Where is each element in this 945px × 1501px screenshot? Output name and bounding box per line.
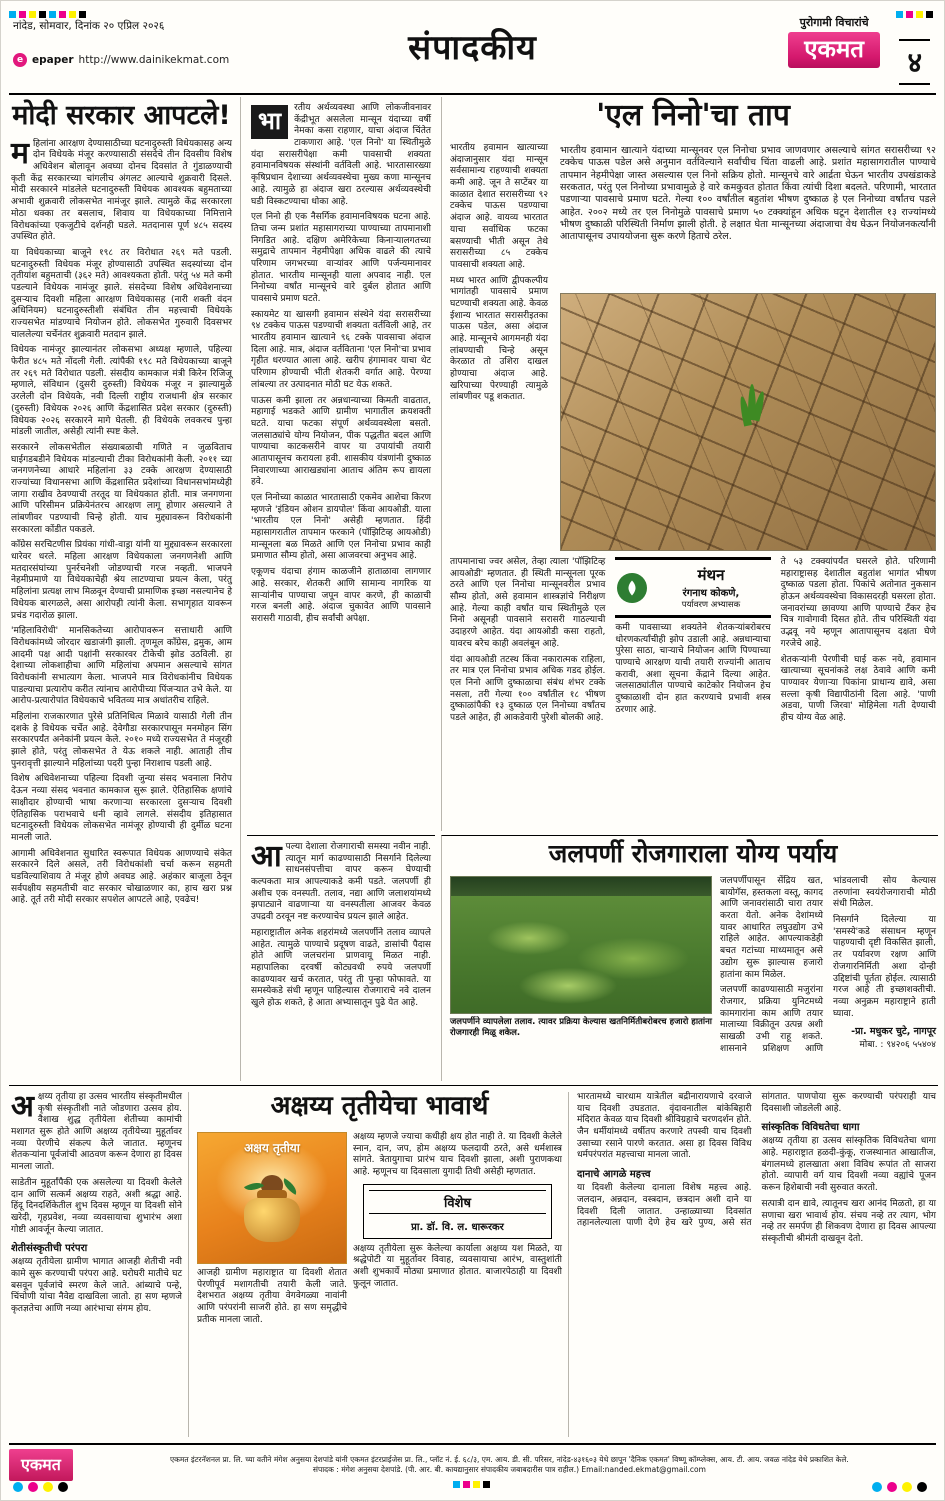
body-text: भारतामध्ये चारधाम यात्रेतील बद्रीनारायणाचे दरवाजे याच दिवशी उघडतात. वृंदावनातील बांकेबिहारी मंदिरात केवळ याच दिवशी श्रीविग्रहाचे चरणदर्शन होते. जैन धर्मीयांमध्ये वर्षीतप करणारे तपस्वी याच दिवशी उसाच्या रसाने पारणे करतात. असा हा दिवस विविध धर्मपरंपरांत महत्त्वाचा मानला जातो. [577,1092,752,1161]
epaper-logo-icon: e [13,53,27,67]
body-text: एल निनो ही एक नैसर्गिक हवामानविषयक घटना आहे. तिचा जन्म प्रशांत महासागराच्या पाण्याच्या तापमानाशी निगडित आहे. दक्षिण अमेरिकेच्या किनाऱ्यालगतच्या समुद्राचे तापमान नेहमीपेक्षा अधिक वाढले की त्याचे परिणाम जगभरच्या वाऱ्यांवर आणि पर्जन्यमानावर होतात. भारतीय मान्सूनही याला अपवाद नाही. एल निनोच्या वर्षांत मान्सूनचे वारे दुर्बल होतात आणि पावसाचे प्रमाण घटते. [251,212,431,304]
registration-marks-bottom-left [13,1476,73,1495]
leaf-icon [617,573,647,603]
body-text: विशेष अधिवेशनाच्या पहिल्या दिवशी जुन्या संसद भवनाला निरोप देऊन नव्या संसद भवनात कामकाज सुरू झाले. ऐतिहासिक क्षणांचे साक्षीदार होण्याची भाषा करणाऱ्या सरकारला दुसऱ्याच दिवशी ऐतिहासिक पराभवाचे धनी व्हावे लागले. संसदीय इतिहासात घटनादुरुस्ती विधेयक लोकसभेत नामंजूर होण्याची ही दुर्मीळ घटना मानली जाते. [11,774,232,843]
vishesh-box [363,1184,552,1239]
body-text: आजही ग्रामीण महाराष्ट्रात या दिवशी शेतात पेरणीपूर्व मशागतीची तयारी केली जाते. देशभरात अक्षय्य तृतीया वेगवेगळ्या नावांनी आणि परंपरांनी साजरी होते. हा सण समृद्धीचे प्रतीक मानला जातो. [197,1268,347,1325]
body-text: अक्षय्य तृतीया हा उत्सव सांस्कृतिक विविधतेचा धागा आहे. महाराष्ट्रात हळदी-कुंकू, राजस्थानात आखातीज, बंगालमध्ये हालखाता अशा विविध रूपांत तो साजरा होतो. व्यापारी वर्ग याच दिवशी नव्या वह्यांचे पूजन करून हिशेबाची नवी सुरुवात करतो. [761,1136,936,1194]
website-link[interactable]: http://www.dainikekmat.com [78,54,230,66]
dateline: नांदेड, सोमवार, दिनांक २० एप्रिल २०२६ [13,20,165,32]
cyan-mark-icon [453,1481,460,1488]
drought-cracked-earth-image [560,293,936,551]
body-text: पाऊस कमी झाला तर अन्नधान्याच्या किमती वाढतात, महागाई भडकते आणि ग्रामीण भागातील क्रयशक्ती घटते. याचा फटका संपूर्ण अर्थव्यवस्थेला बसतो. जलसाठ्यांचे योग्य नियोजन, पीक पद्धतीत बदल आणि पाण्याचा काटकसरीने वापर या उपायांची तयारी आतापासूनच करायला हवी. शासकीय यंत्रणांनी दुष्काळ निवारणाच्या आराखड्यांना आताच अंतिम रूप द्यायला हवे. [251,395,431,488]
dropcap: म [11,135,29,171]
el-nino-col-1 [450,557,605,827]
body-text: अक्षय्य तृतीयेला सुरू केलेल्या कार्याला अक्षय्य यश मिळते, या श्रद्धेपोटी या मुहूर्तावर विवाह, व्यवसायाचा आरंभ, वास्तुशांती अशी शुभकार्ये मोठ्या प्रमाणात होतात. बाजारपेठाही या दिवशी फुलून जातात. [353,1243,562,1289]
body-text: पल्या देशाला रोजगाराची समस्या नवीन नाही. त्यातून मार्ग काढण्यासाठी निसर्गाने दिलेल्या साधनसंपत्तीचा वापर करून घेण्याची कल्पकता मात्र आपल्याकडे कमी पडते. जलपर्णी ही अशीच एक वनस्पती. तलाव, नद्या आणि जलाशयांमध्ये झपाट्याने वाढणाऱ्या या वनस्पतीला आजवर केवळ उपद्रवी ठरवून नष्ट करण्याचेच प्रयत्न झाले आहेत. [251,842,431,923]
intro-text: भारतीय हवामान खात्याने यंदाच्या मान्सूनवर एल निनोचा प्रभाव जाणवणार असल्याचे सांगत सरासरीच्या ९२ टक्केच पाऊस पडेल असे अनुमान वर्तविल्याने सर्वांचीच चिंता वाढली आहे. प्रशांत महासागरातील पाण्याचे तापमान नेहमीपेक्षा जास्त असल्यास एल निनो सक्रिय होतो. मान्सूनचे वारे आर्द्रता घेऊन भारतीय उपखंडाकडे सरकतात, परंतु एल निनोच्या प्रभावामुळे हे वारे कमकुवत होतात किंवा त्यांची दिशा बदलते. परिणामी, भारतात पडणाऱ्या पावसाचे प्रमाण घटते. गेल्या १०० वर्षांतील बहुतांश भीषण दुष्काळ हे एल निनोच्या वर्षांतच पडले आहेत. २००२ मध्ये तर एल निनोमुळे पावसाचे प्रमाण ५० टक्क्यांहून अधिक घटून देशातील १३ राज्यांमध्ये भीषण दुष्काळी परिस्थिती निर्माण झाली होती. हे लक्षात घेता मान्सूनच्या अंदाजाचा वेध घेऊन नियोजनकर्त्यांनी आतापासूनच उपाययोजना सुरू करणे हिताचे ठरेल. [560,145,936,243]
el-nino-right-stack [554,143,936,551]
byline-phone: मोबा. : ९४२०६ ५५४०४ [859,1040,936,1051]
vishesh-author: प्रा. डॉ. वि. ल. धारूरकर [411,1221,504,1233]
el-nino-intro [554,143,936,293]
body-text: विधेयक नामंजूर झाल्यानंतर लोकसभा अध्यक्ष म्हणाले, पहिल्या फेरीत ४८५ मते नोंदली गेली. त्यांपैकी १९८ मते विधेयकाच्या बाजूने तर २६९ मते विरोधात पडली. संसदीय कामकाज मंत्री किरेन रिजिजू म्हणाले, संविधान (दुसरी दुरुस्ती) विधेयक मंजूर न झाल्यामुळे उरलेली दोन विधेयके, नवी दिल्ली राष्ट्रीय राजधानी क्षेत्र सरकार (दुरुस्ती) विधेयक २०२६ आणि केंद्रशासित प्रदेश सरकार (दुरुस्ती) विधेयक २०२६ सरकारने मागे घेतली. ही विधेयके लवकरच पुन्हा मांडली जातील, असेही त्यांनी स्पष्ट केले. [11,345,232,438]
article-headline: अक्षय्य तृतीयेचा भावार्थ [270,1091,489,1121]
dropcap: भा [251,105,288,139]
black-mark-icon [917,1482,927,1492]
body-text: भारतीय हवामान खात्याच्या अंदाजानुसार यंदा मान्सून सर्वसामान्य राहण्याची शक्यता कमी आहे. जून ते सप्टेंबर या काळात देशात सरासरीच्या ९२ टक्केच पाऊस पडण्याचा अंदाज आहे. वायव्य भारतात याचा सर्वाधिक फटका बसण्याची भीती असून तेथे सरासरीच्या ८५ टक्केच पावसाची शक्यता आहे. [450,143,548,270]
body-text: कमी पावसाच्या शक्यतेने शेतकऱ्यांबरोबरच धोरणकर्त्यांचीही झोप उडाली आहे. अन्नधान्याचा पुरेसा साठा, चाऱ्याचे नियोजन आणि पिण्याच्या पाण्याचे आरक्षण याची तयारी राज्यांनी आताच करावी, अशा सूचना केंद्राने दिल्या आहेत. जलसाठ्यांतील पाण्याचे काटेकोर नियोजन हेच दुष्काळाशी दोन हात करण्याचे प्रभावी शस्त्र ठरणार आहे. [615,623,771,715]
manthan-author: रंगनाथ कोकणे, [682,588,740,599]
body-text: एकूणच यंदाचा हंगाम काळजीने हाताळावा लागणार आहे. सरकार, शेतकरी आणि सामान्य नागरिक या साऱ्यांनीच पाण्याचा जपून वापर करणे, ही काळाची गरज बनली आहे. अंदाज चुकावेत आणि पावसाने सरासरी गाठावी, हीच सर्वांची अपेक्षा. [251,567,431,624]
article-headline: जलपर्णी रोजगाराला योग्य पर्याय [548,839,838,868]
imprint-lines [83,1455,936,1476]
cyan-mark-icon [872,1482,882,1492]
akshay-tritiya-festive-image [197,1132,347,1264]
dropcap: आ [251,839,282,874]
subheading: सांस्कृतिक विविधतेचा धागा [761,1122,860,1134]
body-text: अक्षय्य तृतीयेला ग्रामीण भागात आजही शेतीची नवी कामे सुरू करण्याची परंपरा आहे. घरोघरी मातीचे घट बसवून पूर्वजांचे स्मरण केले जाते. आंब्याचे पन्हे, चिंचोणी यांचा नैवेद्य दाखविला जातो. हा सण म्हणजे कृतज्ञतेचा आणि नव्या आरंभाचा संगम होय. [11,1257,182,1314]
body-text: ते ५३ टक्क्यांपर्यंत घसरले होते. परिणामी महाराष्ट्रासह देशातील बहुतांश भागांत भीषण दुष्काळ पडला होता. पिकांचे अतोनात नुकसान होऊन अर्थव्यवस्थेचा विकासदरही घसरला होता. जनावरांच्या छावण्या आणि पाण्याचे टँकर हेच चित्र गावोगावी दिसत होते. तीच परिस्थिती यंदा उद्भवू नये म्हणून आतापासूनच दक्षता घेणे गरजेचे आहे. [780,557,936,649]
body-text: स्कायमेट या खासगी हवामान संस्थेने यंदा सरासरीच्या ९४ टक्केच पाऊस पडण्याची शक्यता वर्तविली आहे, तर भारतीय हवामान खात्याने ९६ टक्के पावसाचा अंदाज दिला आहे. मात्र, अंदाज वर्तविताना 'एल निनो'चा प्रभाव गृहीत धरण्यात आला आहे. खरीप हंगामावर याचा थेट परिणाम होण्याची भीती शेतकरी वर्गात आहे. पेरण्या लांबल्या तर उत्पादनात मोठी घट येऊ शकते. [251,309,431,390]
manthan-title: मंथन [697,566,725,584]
manthan-text [653,565,768,610]
yellow-mark-icon [43,1482,53,1492]
body-text: शेतकऱ्यांनी पेरणीची घाई करू नये, हवामान खात्याच्या सूचनांकडे लक्ष ठेवावे आणि कमी पाण्यावर येणाऱ्या पिकांना प्राधान्य द्यावे, असा सल्ला कृषी विद्यापीठांनी दिला आहे. 'पाणी अडवा, पाणी जिरवा' मोहिमेला गती देण्याची हीच योग्य वेळ आहे. [780,654,936,723]
manthan-box [615,557,770,618]
image-caption: जलपर्णीने व्यापलेला तलाव. त्यावर प्रक्रिया केल्यास खतनिर्मितीबरोबरच हजारो हातांना रोजगारही मिळू शकेल. [450,1017,712,1038]
page-header [9,13,936,91]
registration-marks-bottom-right [872,1476,932,1495]
article-modi-sarkar [9,97,241,1081]
subheading: दानाचे आगळे महत्त्व [577,1169,651,1181]
body-text: काँग्रेस सरचिटणीस प्रियंका गांधी-वाड्रा यांनी या मुद्द्यावरून सरकारला धारेवर धरले. महिला आरक्षण विधेयकाला जनगणनेशी आणि मतदारसंघांच्या पुनर्रचनेशी जोडण्याची गरज नव्हती. भाजपने नेहमीप्रमाणे या विधेयकाचेही श्रेय लाटण्याचा प्रयत्न केला, परंतु महिलांना प्रत्यक्ष लाभ मिळवून देण्याची प्रामाणिक इच्छा नसल्यानेच हे विधेयक बारगळले, असा आरोपही त्यांनी केला. सभागृहात यावरून प्रचंड गदारोळ झाला. [11,540,232,621]
body-text: तापमानाचा ज्वर असेल, तेव्हा त्याला 'पॉझिटिव्ह आयओडी' म्हणतात. ही स्थिती मान्सूनला पूरक ठरते आणि एल निनोचा मान्सूनवरील प्रभाव सौम्य होतो, असे हवामान शास्त्रज्ञांचे निरीक्षण आहे. गेल्या काही वर्षांत याच स्थितीमुळे एल निनो असूनही पावसाने सरासरी गाठल्याची उदाहरणे आहेत. यंदा आयओडी कसा राहतो, यावरच बरेच काही अवलंबून आहे. [450,557,606,649]
body-text: रतीय अर्थव्यवस्था आणि लोकजीवनावर केंद्रीभूत असलेला मान्सून यंदाच्या वर्षी नेमका कसा राहणार, याचा अंदाज चिंतेत टाकणारा आहे. 'एल निनो' या स्थितीमुळे यंदा सरासरीपेक्षा कमी पावसाची शक्यता हवामानविषयक संस्थांनी वर्तविली आहे. भारतासारख्या कृषिप्रधान देशाच्या अर्थव्यवस्थेचा मुख्य कणा मान्सूनच आहे. त्यामुळे हा अंदाज खरा ठरल्यास अर्थव्यवस्थेची घडी विस्कटण्याचा धोका आहे. [251,103,431,207]
magenta-mark-icon [28,1482,38,1492]
body-text: हिलांना आरक्षण देण्यासाठीच्या घटनादुरुस्ती विधेयकासह अन्य दोन विधेयके मंजूर करण्यासाठी संसदेचे तीन दिवसीय विशेष अधिवेशन बोलावून अवघ्या दोनच दिवसांत ते गुंडाळण्याची कृती केंद्र सरकारच्या चांगलीच अंगलट आल्याचे शुक्रवारी दिसले. मोदी सरकारने मांडलेले घटनादुरुस्ती विधेयक आवश्यक बहुमताच्या अभावी शुक्रवारी लोकसभेत नामंजूर झाले. त्यामुळे केंद्र सरकारला मोठा धक्का तर बसलाच, शिवाय या विधेयकाच्या निमित्ताने विरोधकांच्या एकजुटीचे दर्शनही घडले. मतदानास पूर्ण ४८५ सदस्य उपस्थित होते. [11,138,232,243]
body-text: 'महिलाविरोधी' मानसिकतेच्या आरोपावरून सत्ताधारी आणि विरोधकांमध्ये जोरदार खडाजंगी झाली. तृणमूल काँग्रेस, द्रमुक, आम आदमी पक्ष आदी पक्षांनी सरकारवर टीकेची झोड उठविली. हा देशाच्या लोकशाहीचा आणि महिलांचा अपमान असल्याचे सांगत विरोधकांनी सभात्याग केला. भाजपने मात्र विरोधकांनीच विधेयक पाडल्याचा प्रत्यारोप करीत त्यांनाच आरोपीच्या पिंजऱ्यात उभे केले. या आरोप-प्रत्यारोपांत विधेयकाचे भवितव्य मात्र अधांतरीच राहिले. [11,626,232,707]
body-text: महिलांना राजकारणात पुरेसे प्रतिनिधित्व मिळावे यासाठी गेली तीन दशके हे विधेयक चर्चेत आहे. देवेगौडा सरकारपासून मनमोहन सिंग सरकारपर्यंत अनेकांनी प्रयत्न केले. २०१० मध्ये राज्यसभेत ते मंजूरही झाले होते, परंतु लोकसभेत ते येऊ शकले नाही. आताही तीच पुनरावृत्ती झाल्याने महिलांच्या पदरी पुन्हा निराशाच पडली आहे. [11,712,232,769]
article-akshay-tritiya [9,1085,938,1437]
footer-masthead-logo: एकमत [9,1449,73,1481]
akshay-image-column [197,1132,347,1330]
yellow-mark-icon [902,1482,912,1492]
body-text: मध्य भारत आणि द्वीपकल्पीय भागांतही पावसाचे प्रमाण घटण्याची शक्यता आहे. केवळ ईशान्य भारतात सरासरीइतका पाऊस पडेल, असा अंदाज आहे. मान्सूनचे आगमनही यंदा लांबण्याची चिन्हे असून केरळात तो उशिरा दाखल होण्याचा अंदाज आहे. खरिपाच्या पेरण्याही त्यामुळे लांबणीवर पडू शकतात. [450,275,548,403]
body-text: सत्पात्री दान द्यावे, त्यातूनच खरा आनंद मिळतो, हा या सणाचा खरा भावार्थ होय. संचय नव्हे तर त्याग, भोग नव्हे तर समर्पण ही शिकवण देणारा हा दिवस आपल्या संस्कृतीची श्रीमंती दाखवून देतो. [761,1198,936,1244]
header-divider [9,93,936,95]
body-text: जलपर्णीपासून सेंद्रिय खत, बायोगॅस, हस्तकला वस्तू, कागद आणि जनावरांसाठी चारा तयार करता येतो. अनेक देशांमध्ये यावर आधारित लघुउद्योग उभे राहिले आहेत. आपल्याकडेही बचत गटांच्या माध्यमातून असे उद्योग सुरू झाल्यास हजारो हातांना काम मिळेल. [720,876,823,980]
imprint-line[interactable]: संपादक : मंगेश अनुसया देशपांडे. (पी. आर. बी. कायद्यानुसार संपादकीय जबाबदारीस पात्र राहील.) Email:nanded.ekmat@gmail.com [312,1465,706,1474]
akshay-middle-column [197,1092,569,1437]
cyan-mark-icon [13,1482,23,1492]
masthead-logo: एकमत [788,32,880,68]
yellow-mark-icon [473,1481,480,1488]
jalparni-text-columns [720,876,936,1074]
akshay-middle-text [353,1132,562,1330]
body-text: आगामी अधिवेशनात सुधारित स्वरूपात विधेयक आणण्याचे संकेत सरकारने दिले असले, तरी विरोधकांशी चर्चा करून सहमती घडविल्याशिवाय ते मंजूर होणे अवघड आहे. अहंकार बाजूला ठेवून सर्वपक्षीय सहमतीची वाट सरकार चोखाळणार का, हाच खरा प्रश्न आहे. तूर्त तरी मोदी सरकार सपशेल आपटले आहे, एवढेच! [11,848,232,906]
akshay-middle-row [197,1132,562,1330]
article-el-nino [441,97,938,831]
imprint-line: एकमत इंटरनॅशनल प्रा. लि. च्या वतीने मंगेश अनुसया देशपांडे यांनी एकमत इंटरप्राईजेस प्रा. लि., प्लॉट नं. ई. ६८/३, एम. आय. डी. सी. परिसर, नांदेड-४३१६०३ येथे छापून 'दैनिक एकमत' विष्णू कॉम्प्लेक्स, आय. टी. आय. जवळ नांदेड येथे प्रकाशित केले. [170,1454,849,1464]
body-text: या दिवशी केलेल्या दानाला विशेष महत्त्व आहे. जलदान, अन्नदान, वस्त्रदान, छत्रदान अशी दाने या दिवशी दिली जातात. उन्हाळ्याच्या दिवसांत तहानलेल्याला पाणी देणे हेच खरे पुण्य, असे संत सांगतात. पाणपोया सुरू करण्याची परंपराही याच दिवसाशी जोडलेली आहे. [577,1092,936,1229]
water-hyacinth-pond-image [450,876,712,1014]
article-headline: 'एल निनो'चा ताप [596,98,790,133]
page-number: ४ [899,39,930,85]
vishesh-label: विशेष [369,1190,546,1214]
article-jalparni [441,835,938,1081]
section-title: संपादकीय [408,28,537,68]
article-monsoon-column [247,97,435,831]
magenta-mark-icon [463,1481,470,1488]
epaper-label: epaper [32,54,74,66]
body-text: अक्षय्य म्हणजे ज्याचा कधीही क्षय होत नाही ते. या दिवशी केलेले स्नान, दान, जप, होम अक्षय्य फलदायी ठरते, असे धर्मशास्त्र सांगते. त्रेतायुगाचा प्रारंभ याच दिवशी झाला, अशी पुराणकथा आहे. म्हणूनच या दिवसाला युगादी तिथी असेही म्हणतात. [353,1132,562,1178]
el-nino-col-2 [615,557,770,827]
byline: -प्रा. मधुकर चुटे, नागपूर [851,1026,936,1038]
masthead-block [788,15,880,68]
dropcap: अ [11,1089,34,1124]
body-text: या विधेयकाच्या बाजूने १९८ तर विरोधात २६९ मते पडली. घटनादुरुस्ती विधेयक मंजूर होण्यासाठी उपस्थित सदस्यांच्या दोन तृतीयांश बहुमताची (३६२ मते) आवश्यकता होती. परंतु ५४ मते कमी पडल्याने विधेयक नामंजूर झाले. संसदेच्या विशेष अधिवेशनाच्या दुसऱ्याच दिवशी महिला आरक्षण विधेयकासह (नारी शक्ती वंदन अधिनियम) घटनादुरुस्तीशी संबंधित तीन महत्त्वाची विधेयके राज्यसभेत मांडण्याचे नियोजन होते. लोकसभेत गुरुवारी दिवसभर चाललेल्या चर्चेनंतर शुक्रवारी मतदान झाले. [11,247,232,340]
body-text: जलपर्णी काढण्यासाठी मजुरांना रोजगार, प्रक्रिया युनिटमध्ये कामगारांना काम आणि तयार मालाच्या विक्रीतून उत्पन्न अशी साखळी उभी राहू शकते. शासनाने प्रशिक्षण आणि भांडवलाची सोय केल्यास तरुणांना स्वयंरोजगाराची मोठी संधी मिळेल. [720,876,936,1054]
article-headline: मोदी सरकार आपटले! [12,100,231,131]
akshay-left-column [11,1089,189,1437]
el-nino-lower-columns [450,551,936,827]
sprout-icon [748,384,756,420]
magenta-mark-icon [887,1482,897,1492]
body-text: क्षय्य तृतीया हा उत्सव भारतीय संस्कृतीमधील कृषी संस्कृतीशी नाते जोडणारा उत्सव होय. वैशाख शुद्ध तृतीयेला शेतीच्या कामांची मशागत सुरू होते आणि अक्षय्य तृतीयेच्या मुहूर्तावर नव्या पेरणीचे संकल्प केले जातात. म्हणूनच शेतकऱ्यांना पूर्वजांची आठवण करून देणारा हा दिवस मानला जातो. [11,1092,182,1173]
body-text: एल निनोच्या काळात भारतासाठी एकमेव आशेचा किरण म्हणजे 'इंडियन ओशन डायपोल' किंवा आयओडी. याला 'भारतीय एल निनो' असेही म्हणतात. हिंदी महासागरातील तापमान फरकाने (पॉझिटिव्ह आयओडी) मान्सूनला बळ मिळते आणि एल निनोचा प्रभाव काही प्रमाणात सौम्य होतो, असा आजवरचा अनुभव आहे. [251,493,431,562]
body-text: सरकारने लोकसभेतील संख्याबळाची गणिते न जुळविताच घाईगडबडीने विधेयक मांडल्याची टीका विरोधकांनी केली. २०११ च्या जनगणनेच्या आधारे महिलांना ३३ टक्के आरक्षण देण्यासाठी राज्यांच्या विधानसभा आणि केंद्रशासित प्रदेशांच्या विधानसभांमध्येही जागा राखीव ठेवण्याची तरतूद या विधेयकात होती. मात्र जनगणना आणि परिसीमन प्रक्रियेनंतरच आरक्षण लागू होणार असल्याने ते लांबणीवर पडण्याची चिन्हे होती. याच मुद्द्यावरून विरोधकांनी सरकारला कोंडीत पकडले. [11,442,232,535]
kalash-pot-icon [244,1198,300,1242]
el-nino-left-column [450,143,554,551]
jalparni-row [450,876,936,1074]
black-mark-icon [58,1482,68,1492]
registration-marks-bottom-center [453,1474,493,1493]
jalparni-image-column [450,876,712,1074]
body-text: साडेतीन मुहूर्तांपैकी एक असलेल्या या दिवशी केलेले दान आणि सत्कर्म अक्षय्य राहते, अशी श्रद्धा आहे. हिंदू दिनदर्शिकेतील शुभ दिवस म्हणून या दिवशी सोने खरेदी, गृहप्रवेश, नव्या व्यवसायाचा शुभारंभ अशा गोष्टी आवर्जून केल्या जातात. [11,1177,182,1235]
black-mark-icon [483,1481,490,1488]
article-jalparni-column [247,835,435,1081]
manthan-role: पर्यावरण अभ्यासक [681,600,741,610]
el-nino-upper-row [450,143,936,551]
akshay-right-columns [577,1092,936,1437]
body-text: यंदा आयओडी तटस्थ किंवा नकारात्मक राहिला, तर मात्र एल निनोचा प्रभाव अधिक गडद होईल. एल निनो आणि दुष्काळाचा संबंध शंभर टक्के नसला, तरी गेल्या १०० वर्षांतील १८ भीषण दुष्काळांपैकी १३ दुष्काळ एल निनोच्या वर्षांतच पडले आहेत, ही आकडेवारी पुरेशी बोलकी आहे. [450,654,606,723]
el-nino-col-3 [781,557,936,827]
subheading: शेतीसंस्कृतीची परंपरा [11,1243,88,1255]
festive-image-label: अक्षय तृतीया [244,1141,300,1155]
masthead-tagline: पुरोगामी विचारांचे [799,16,869,29]
body-text: महाराष्ट्रातील अनेक शहरांमध्ये जलपर्णीने तलाव व्यापले आहेत. त्यामुळे पाण्याचे प्रदूषण वाढते, डासांची पैदास होते आणि जलचरांना प्राणवायू मिळत नाही. महापालिका दरवर्षी कोट्यवधी रुपये जलपर्णी काढण्यावर खर्च करतात, परंतु ती पुन्हा फोफावते. या समस्येकडे संधी म्हणून पाहिल्यास रोजगाराचे नवे दालन खुले होऊ शकते, हे आता अभ्यासातून पुढे येत आहे. [251,927,431,1008]
body-text: निसर्गाने दिलेल्या या 'समस्ये'कडे संसाधन म्हणून पाहण्याची दृष्टी विकसित झाली, तर पर्यावरण रक्षण आणि रोजगारनिर्मिती अशा दोन्ही उद्दिष्टांची पूर्तता होईल. त्यासाठी गरज आहे ती इच्छाशक्तीची. नव्या अनुक्रम महाराष्ट्राने हाती घ्यावा. [833,915,936,1019]
